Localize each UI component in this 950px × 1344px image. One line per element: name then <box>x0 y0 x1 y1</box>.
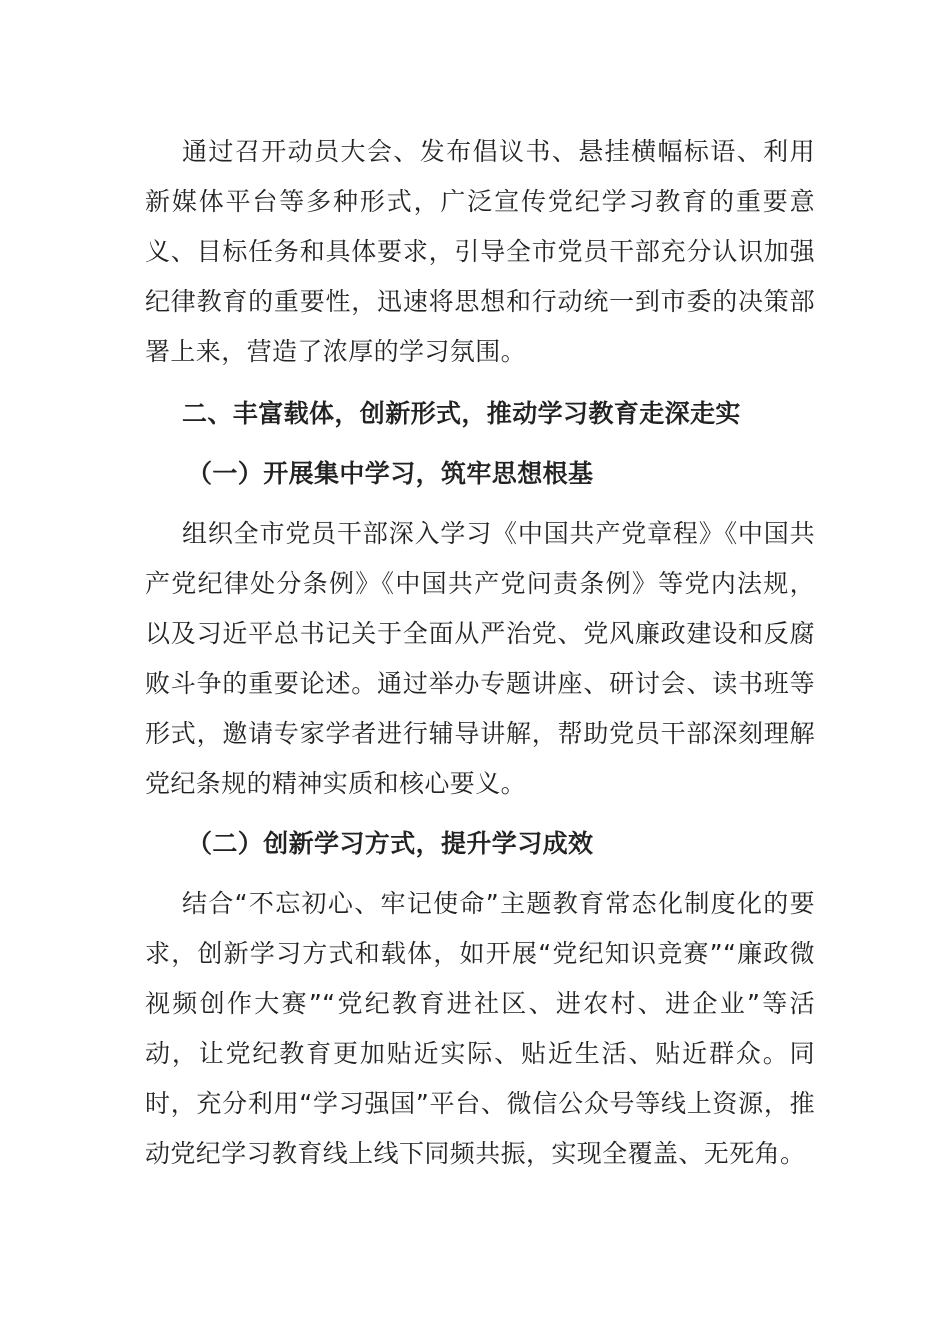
body-paragraph-innovative-methods: 结合“不忘初心、牢记使命”主题教育常态化制度化的要求，创新学习方式和载体，如开展“党纪知识竞赛”“廉政微视频创作大赛”“党纪教育进社区、进农村、进企业”等活动，让党纪教育更加贴近实际、贴近生活、贴近群众。同时，充分利用“学习强国”平台、微信公众号等线上资源，推动党纪学习教育线上线下同频共振，实现全覆盖、无死角。 <box>145 889 815 1168</box>
body-paragraph-centralized-study: 组织全市党员干部深入学习《中国共产党章程》《中国共产党纪律处分条例》《中国共产党问责条例》等党内法规，以及习近平总书记关于全面从严治党、党风廉政建设和反腐败斗争的重要论述。通过举办专题讲座、研讨会、读书班等形式，邀请专家学者进行辅导讲解，帮助党员干部深刻理解党纪条规的精神实质和核心要义。 <box>145 519 815 798</box>
subsection-heading-2: （二）创新学习方式，提升学习成效 <box>187 829 594 858</box>
subsection-heading-1: （一）开展集中学习，筑牢思想根基 <box>187 459 594 488</box>
section-heading-2: 二、丰富载体，创新形式，推动学习教育走深走实 <box>182 399 741 428</box>
body-paragraph-publicity: 通过召开动员大会、发布倡议书、悬挂横幅标语、利用新媒体平台等多种形式，广泛宣传党纪学习教育的重要意义、目标任务和具体要求，引导全市党员干部充分认识加强纪律教育的重要性，迅速将思想和行动统一到市委的决策部署上来，营造了浓厚的学习氛围。 <box>145 137 815 366</box>
document-body <box>145 127 815 1179</box>
